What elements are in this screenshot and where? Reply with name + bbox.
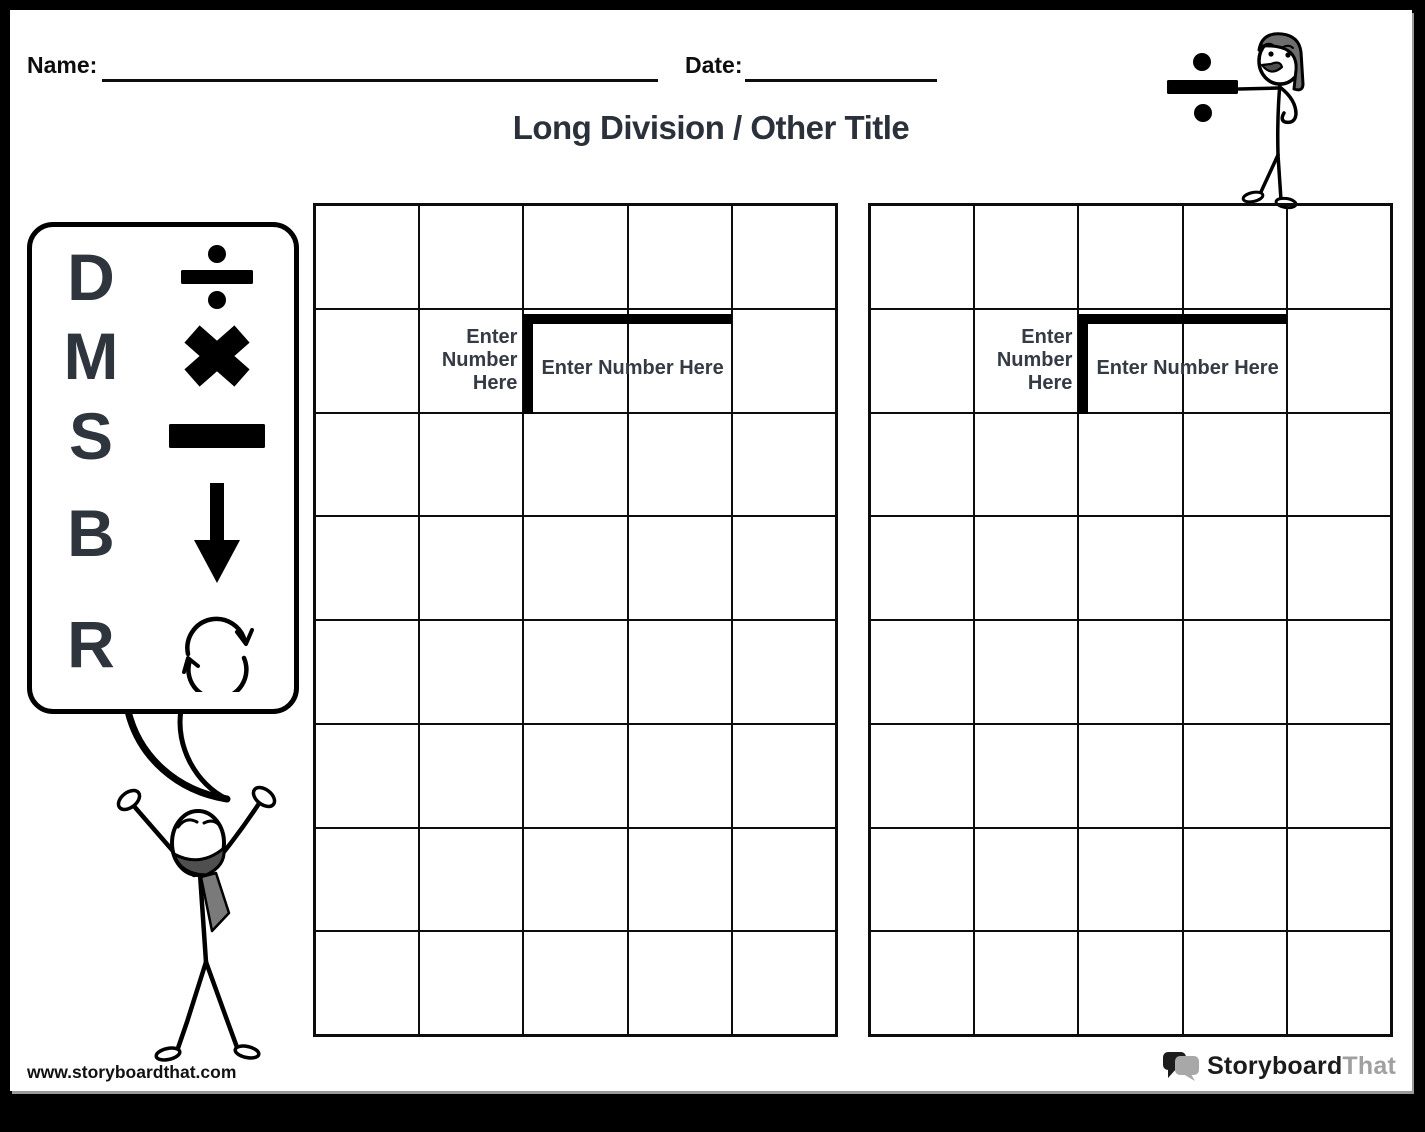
- divisor-placeholder-2[interactable]: Enter Number Here: [996, 326, 1073, 395]
- divide-icon: [150, 245, 284, 309]
- grid-cell: [628, 620, 732, 724]
- grid-cell: [523, 516, 627, 620]
- subtract-icon: [150, 424, 284, 448]
- grid-cell: [315, 205, 419, 309]
- grid-cell: [1287, 205, 1391, 309]
- name-input-line[interactable]: [102, 79, 658, 82]
- grid-cell: [419, 828, 523, 932]
- grid-cell: [974, 931, 1078, 1035]
- grid-cell: [732, 724, 836, 828]
- repeat-icon: [150, 596, 284, 692]
- grid-cell: [732, 205, 836, 309]
- grid-cell: [974, 413, 1078, 517]
- grid-cell: [419, 516, 523, 620]
- logo-speech-bubbles-icon: [1163, 1050, 1201, 1082]
- grid-cell: [1183, 931, 1287, 1035]
- grid-cell: [1287, 724, 1391, 828]
- grid-cell: [419, 931, 523, 1035]
- grid-cell: [1183, 828, 1287, 932]
- grid-cell: [1078, 413, 1182, 517]
- grid-cell: [870, 931, 974, 1035]
- grid-cell: [1078, 724, 1182, 828]
- grid-cell: [974, 516, 1078, 620]
- grid-cell: [732, 828, 836, 932]
- grid-cell: [732, 516, 836, 620]
- grid-cell: [1078, 620, 1182, 724]
- grid-cell: [1287, 309, 1391, 413]
- mnemonic-letter-s: S: [68, 398, 114, 473]
- grid-cell: [1287, 931, 1391, 1035]
- grid-cell: [1183, 413, 1287, 517]
- grid-cell: [1287, 620, 1391, 724]
- long-division-grid-2: [868, 203, 1393, 1037]
- mnemonic-row-divide: [32, 239, 294, 314]
- grid-cell: [870, 413, 974, 517]
- grid-cell: [628, 724, 732, 828]
- grid-cell: [1183, 724, 1287, 828]
- logo-text: StoryboardThat: [1207, 1051, 1396, 1080]
- mnemonic-letter-r: R: [67, 607, 115, 682]
- grid-cell: [523, 724, 627, 828]
- mnemonic-letter-m: M: [63, 319, 119, 394]
- grid-cell: [732, 309, 836, 413]
- worksheet-page: [10, 10, 1412, 1091]
- grid-cell: [1287, 516, 1391, 620]
- grid-cell: [732, 413, 836, 517]
- grid-cell: [1287, 828, 1391, 932]
- grid-cell: [523, 828, 627, 932]
- grid-cell: [974, 620, 1078, 724]
- storyboardthat-logo: [1163, 1050, 1396, 1082]
- grid-cell: [870, 516, 974, 620]
- grid-cell: [870, 724, 974, 828]
- pointing-stick-figure: [1150, 32, 1330, 217]
- mnemonic-row-subtract: [32, 398, 294, 473]
- bring-down-arrow-icon: [150, 483, 284, 583]
- grid-cell: [974, 205, 1078, 309]
- division-sign: [1167, 53, 1238, 122]
- mnemonic-letter-d: D: [67, 239, 115, 314]
- grid-cell: [1183, 620, 1287, 724]
- grid-cell: [1078, 205, 1182, 309]
- divisor-placeholder-1[interactable]: Enter Number Here: [441, 326, 518, 395]
- grid-cell: [1287, 413, 1391, 517]
- grid-cell: [523, 931, 627, 1035]
- website-url: www.storyboardthat.com: [27, 1062, 237, 1082]
- mnemonic-row-multiply: [32, 319, 294, 394]
- grid-cell: [419, 413, 523, 517]
- mnemonic-letter-b: B: [67, 495, 115, 570]
- mnemonic-row-repeat: [32, 596, 294, 692]
- division-bracket-2: [1078, 314, 1286, 414]
- grid-cell: [315, 828, 419, 932]
- grid-cell: [870, 620, 974, 724]
- grid-cell: [1078, 931, 1182, 1035]
- grid-cell: [419, 205, 523, 309]
- grid-cell: [1183, 516, 1287, 620]
- grid-cell: [523, 205, 627, 309]
- grid-cell: [315, 620, 419, 724]
- grid-cell: [315, 413, 419, 517]
- grid-cell: [315, 516, 419, 620]
- dividend-placeholder-2[interactable]: Enter Number Here: [1096, 357, 1279, 380]
- grid-cell: [419, 724, 523, 828]
- grid-cell: [974, 724, 1078, 828]
- grid-cell: [628, 828, 732, 932]
- grid-cell: [523, 413, 627, 517]
- grid-cell: [732, 931, 836, 1035]
- grid-cell: [628, 413, 732, 517]
- grid-cell: [628, 931, 732, 1035]
- grid-cell: [315, 931, 419, 1035]
- grid-cell: [732, 620, 836, 724]
- grid-cell: [419, 620, 523, 724]
- grid-cell: [870, 828, 974, 932]
- date-label: Date:: [685, 52, 743, 78]
- grid-cell: [315, 724, 419, 828]
- grid-cell: [628, 205, 732, 309]
- division-bracket-1: [523, 314, 731, 414]
- name-label: Name:: [27, 52, 98, 78]
- date-input-line[interactable]: [745, 79, 937, 82]
- mnemonic-speech-bubble: [27, 222, 299, 714]
- cheering-stick-figure: [105, 780, 315, 1075]
- multiply-icon: [150, 325, 284, 387]
- long-division-grid-1: [313, 203, 838, 1037]
- grid-cell: [628, 516, 732, 620]
- grid-cell: [523, 620, 627, 724]
- grid-cell: [1078, 828, 1182, 932]
- dividend-placeholder-1[interactable]: Enter Number Here: [541, 357, 724, 380]
- grid-cell: [1078, 516, 1182, 620]
- page-title[interactable]: Long Division / Other Title: [512, 109, 910, 146]
- grid-cell: [974, 828, 1078, 932]
- grid-cell: [1183, 205, 1287, 309]
- mnemonic-row-bring-down: [32, 483, 294, 583]
- grid-cell: [870, 205, 974, 309]
